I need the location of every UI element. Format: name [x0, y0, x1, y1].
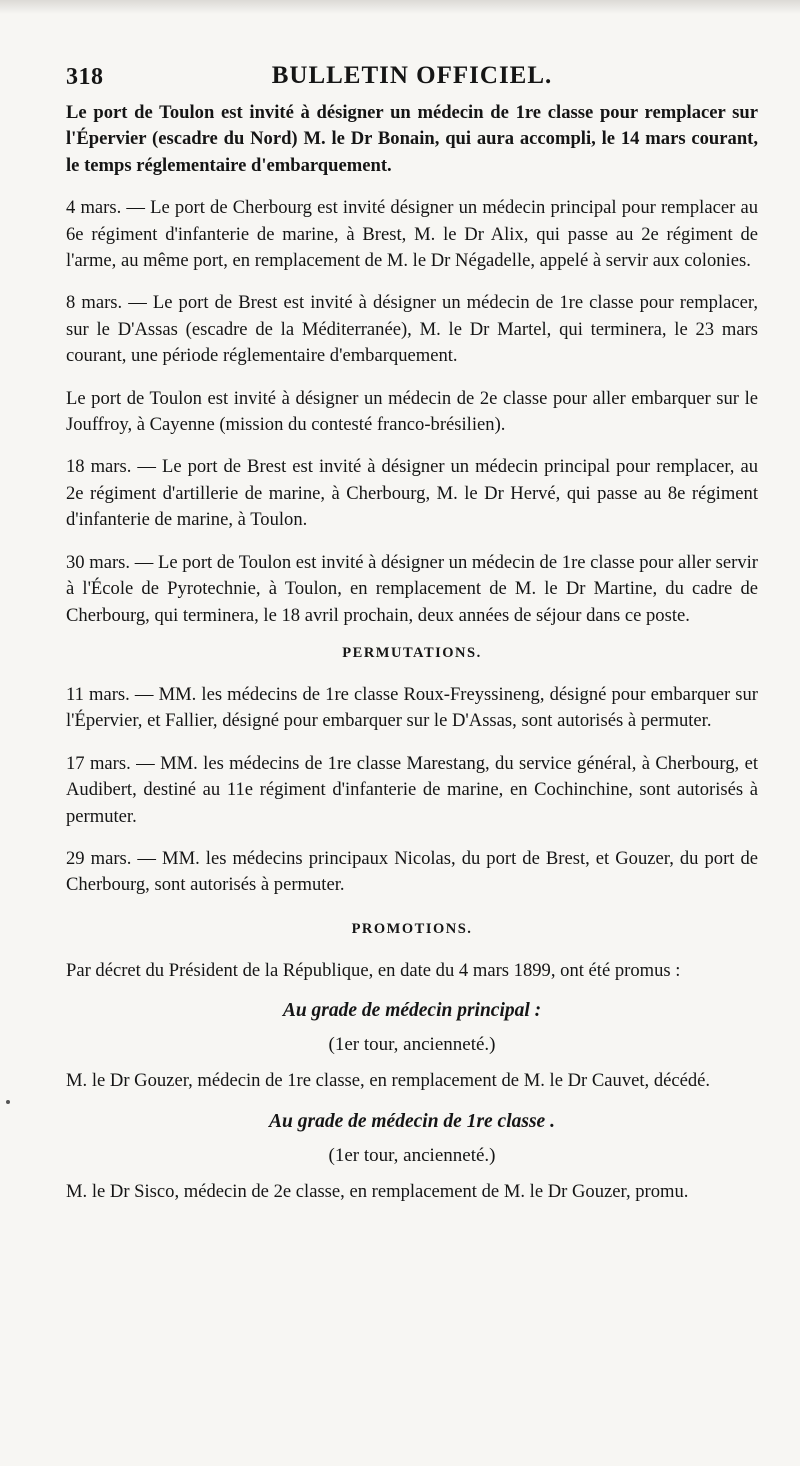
paragraph-4-mars: 4 mars. — Le port de Cherbourg est invité désigner un médecin principal pour remplacer au 6e régiment d'infanterie de marine, à Brest, M. le Dr Alix, qui passe au 2e régiment de l'arme, au même port, en remplacement de M. le Dr Négadelle, appelé à servir aux colonies.	[66, 197, 758, 272]
page-number: 318	[66, 64, 104, 90]
permutations-heading: PERMUTATIONS.	[342, 644, 482, 661]
grade-first-class-text: M. le Dr Sisco, médecin de 2e classe, en remplacement de M. le Dr Gouzer, promu.	[66, 1180, 689, 1202]
page-header	[66, 60, 758, 100]
grade-first-class-title: Au grade de médecin de 1re classe .	[269, 1110, 555, 1132]
grade-principal-rule: (1er tour, ancienneté.)	[328, 1034, 496, 1056]
paragraph-30-mars: 30 mars. — Le port de Toulon est invité à désigner un médecin de 1re classe pour aller servir à l'École de Pyrotechnie, à Toulon, en remplacement de M. le Dr Martine, du cadre de Cherbourg, qui terminera, le 18 avril prochain, deux années de séjour dans ce poste.	[66, 551, 758, 626]
paragraph-11-mars: 11 mars. — MM. les médecins de 1re classe Roux-Freyssineng, désigné pour embarquer sur l'Épervier, et Fallier, désigné pour embarquer sur le D'Assas, sont autorisés à permuter.	[66, 683, 758, 732]
promotions-heading: PROMOTIONS.	[351, 920, 473, 937]
paragraph-29-mars: 29 mars. — MM. les médecins principaux Nicolas, du port de Brest, et Gouzer, du port de Cherbourg, sont autorisés à permuter.	[66, 847, 758, 896]
running-title: BULLETIN OFFICIEL.	[271, 62, 553, 89]
scan-shadow	[0, 0, 800, 14]
grade-first-class-rule: (1er tour, ancienneté.)	[328, 1144, 496, 1166]
paragraph-toulon-epervier: Le port de Toulon est invité à désigner un médecin de 1re classe pour remplacer sur l'Épervier (escadre du Nord) M. le Dr Bonain, qui aura accompli, le 14 mars courant, le temps réglementaire d'embarquement.	[66, 102, 758, 176]
section-designations	[66, 100, 758, 629]
paragraph-8-mars: 8 mars. — Le port de Brest est invité à désigner un médecin de 1re classe pour remplacer, sur le D'Assas (escadre de la Méditerranée), M. le Dr Martel, qui terminera, le 23 mars courant, une période réglementaire d'embarquement.	[66, 292, 758, 367]
promotions-intro: Par décret du Président de la République, en date du 4 mars 1899, ont été promus :	[66, 959, 681, 981]
section-permutations	[66, 682, 758, 899]
scan-speck	[6, 1100, 10, 1104]
paragraph-17-mars: 17 mars. — MM. les médecins de 1re classe Marestang, du service général, à Cherbourg, et Audibert, destiné au 11e régiment d'infanterie de marine, en Cochinchine, sont autorisés à permuter.	[66, 752, 758, 827]
section-promotions	[66, 958, 758, 1205]
grade-principal-text: M. le Dr Gouzer, médecin de 1re classe, en remplacement de M. le Dr Cauvet, décédé.	[66, 1070, 711, 1092]
grade-principal-title: Au grade de médecin principal :	[282, 1000, 542, 1022]
paragraph-toulon-jouffroy: Le port de Toulon est invité à désigner un médecin de 2e classe pour aller embarquer sur le Jouffroy, à Cayenne (mission du contesté franco-brésilien).	[66, 387, 758, 436]
paragraph-18-mars: 18 mars. — Le port de Brest est invité à désigner un médecin principal pour remplacer, au 2e régiment d'artillerie de marine, à Cherbourg, M. le Dr Hervé, qui passe au 8e régiment d'infanterie de marine, à Toulon.	[66, 456, 758, 531]
